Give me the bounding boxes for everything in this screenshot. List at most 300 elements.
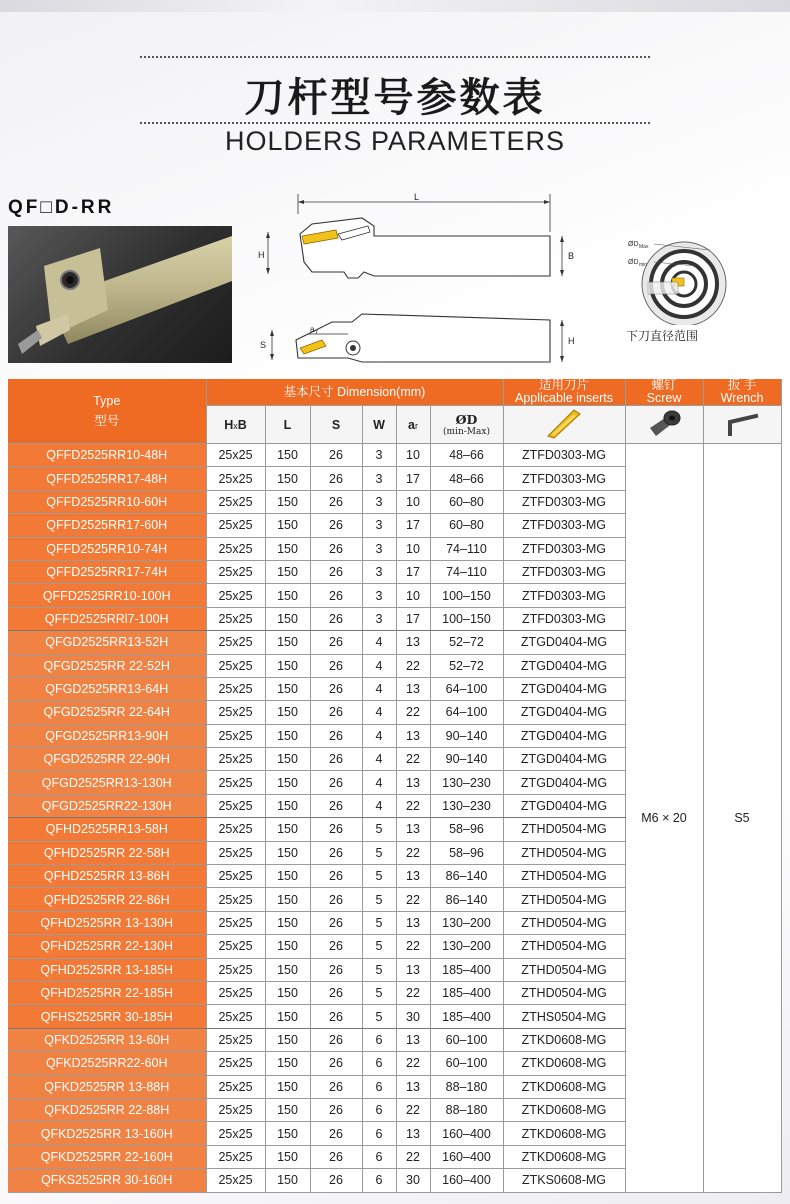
ar-cell: 22: [396, 1098, 430, 1121]
w-cell: 5: [362, 1005, 396, 1028]
hxb-cell: 25x25: [206, 841, 265, 864]
w-cell: 4: [362, 771, 396, 794]
ar-cell: 13: [396, 1122, 430, 1145]
l-cell: 150: [265, 865, 310, 888]
drawing-label-width: B: [568, 251, 575, 261]
wrench-value: S5: [703, 444, 781, 1193]
w-cell: 5: [362, 841, 396, 864]
range-label-dmin-sub: min: [639, 262, 648, 268]
l-cell: 150: [265, 584, 310, 607]
w-cell: 5: [362, 958, 396, 981]
insert-cell: ZTKD0608-MG: [503, 1028, 625, 1051]
ar-cell: 13: [396, 631, 430, 654]
s-cell: 26: [310, 1005, 362, 1028]
s-cell: 26: [310, 677, 362, 700]
drawing-label-height-side: H: [568, 336, 575, 346]
hxb-cell: 25x25: [206, 935, 265, 958]
d-cell: 64–100: [430, 701, 503, 724]
d-cell: 130–200: [430, 935, 503, 958]
insert-cell: ZTFD0303-MG: [503, 467, 625, 490]
type-cell: QFFD2525RR17-48H: [8, 467, 206, 490]
ar-cell: 17: [396, 560, 430, 583]
insert-cell: ZTKD0608-MG: [503, 1145, 625, 1168]
model-code: QF□D-RR: [8, 197, 115, 218]
s-cell: 26: [310, 771, 362, 794]
l-cell: 150: [265, 514, 310, 537]
insert-cell: ZTFD0303-MG: [503, 514, 625, 537]
s-cell: 26: [310, 794, 362, 817]
w-cell: 4: [362, 701, 396, 724]
s-cell: 26: [310, 865, 362, 888]
hxb-cell: 25x25: [206, 1145, 265, 1168]
l-cell: 150: [265, 794, 310, 817]
d-cell: 130–230: [430, 794, 503, 817]
type-cell: QFHD2525RR 13-185H: [8, 958, 206, 981]
d-cell: 64–100: [430, 677, 503, 700]
d-cell: 58–96: [430, 818, 503, 841]
s-cell: 26: [310, 467, 362, 490]
insert-cell: ZTFD0303-MG: [503, 584, 625, 607]
hxb-cell: 25x25: [206, 771, 265, 794]
ar-cell: 22: [396, 701, 430, 724]
col-ar: [396, 406, 430, 444]
col-l: L: [265, 406, 310, 444]
drawing-label-length: L: [414, 192, 420, 202]
ar-cell: 10: [396, 444, 430, 467]
hxb-cell: 25x25: [206, 654, 265, 677]
l-cell: 150: [265, 444, 310, 467]
w-cell: 6: [362, 1145, 396, 1168]
col-wrench-icon: [703, 406, 781, 444]
insert-cell: ZTHD0504-MG: [503, 865, 625, 888]
type-cell: QFGD2525RR 22-52H: [8, 654, 206, 677]
product-photo: [8, 226, 232, 363]
type-cell: QFKD2525RR 13-60H: [8, 1028, 206, 1051]
d-cell: 90–140: [430, 724, 503, 747]
ar-cell: 13: [396, 958, 430, 981]
d-cell: 86–140: [430, 865, 503, 888]
insert-cell: ZTHD0504-MG: [503, 818, 625, 841]
s-cell: 26: [310, 935, 362, 958]
insert-cell: ZTHD0504-MG: [503, 958, 625, 981]
d-cell: 160–400: [430, 1145, 503, 1168]
d-cell: 130–230: [430, 771, 503, 794]
l-cell: 150: [265, 677, 310, 700]
w-cell: 4: [362, 724, 396, 747]
d-cell: 52–72: [430, 654, 503, 677]
s-cell: 26: [310, 981, 362, 1004]
insert-cell: ZTFD0303-MG: [503, 560, 625, 583]
range-caption: 下刀直径范围: [626, 329, 699, 343]
col-hxb-b: B: [237, 417, 247, 432]
hxb-cell: 25x25: [206, 748, 265, 771]
type-cell: QFKD2525RR 22-160H: [8, 1145, 206, 1168]
w-cell: 5: [362, 981, 396, 1004]
col-ar-main: a: [408, 417, 415, 432]
s-cell: 26: [310, 1075, 362, 1098]
d-cell: 185–400: [430, 1005, 503, 1028]
l-cell: 150: [265, 560, 310, 583]
w-cell: 4: [362, 748, 396, 771]
col-w: W: [362, 406, 396, 444]
d-cell: 60–100: [430, 1028, 503, 1051]
w-cell: 5: [362, 818, 396, 841]
wrench-header: [703, 379, 781, 406]
type-cell: QFFD2525RR17-74H: [8, 560, 206, 583]
divider-top: [140, 56, 650, 58]
type-cell: QFKD2525RR22-60H: [8, 1052, 206, 1075]
d-cell: 48–66: [430, 467, 503, 490]
type-cell: QFFD2525RR10-60H: [8, 490, 206, 513]
type-cell: QFGD2525RR22-130H: [8, 794, 206, 817]
ar-cell: 22: [396, 981, 430, 1004]
hxb-cell: 25x25: [206, 981, 265, 1004]
type-cell: QFFD2525RRl7-100H: [8, 607, 206, 630]
type-cell: QFHD2525RR 22-185H: [8, 981, 206, 1004]
d-cell: 160–400: [430, 1122, 503, 1145]
type-cell: QFKD2525RR 22-88H: [8, 1098, 206, 1121]
ar-cell: 10: [396, 537, 430, 560]
s-cell: 26: [310, 1098, 362, 1121]
ar-cell: 17: [396, 514, 430, 537]
insert-cell: ZTGD0404-MG: [503, 654, 625, 677]
w-cell: 4: [362, 794, 396, 817]
w-cell: 3: [362, 584, 396, 607]
hxb-cell: 25x25: [206, 794, 265, 817]
page-title-cn: 刀杆型号参数表: [244, 75, 546, 121]
hxb-cell: 25x25: [206, 514, 265, 537]
type-cell: QFGD2525RR13-130H: [8, 771, 206, 794]
w-cell: 4: [362, 631, 396, 654]
s-cell: 26: [310, 1028, 362, 1051]
w-cell: 5: [362, 935, 396, 958]
insert-cell: ZTHD0504-MG: [503, 935, 625, 958]
diameter-range-diagram: [620, 230, 740, 325]
type-label-cn: 型号: [94, 414, 120, 428]
hxb-cell: 25x25: [206, 444, 265, 467]
ar-cell: 13: [396, 818, 430, 841]
w-cell: 3: [362, 560, 396, 583]
type-column-header: [8, 379, 206, 444]
type-cell: QFKD2525RR 13-88H: [8, 1075, 206, 1098]
w-cell: 3: [362, 537, 396, 560]
insert-label-en: Applicable inserts: [515, 391, 613, 405]
type-cell: QFHD2525RR 22-86H: [8, 888, 206, 911]
col-hxb-x: x: [233, 420, 238, 431]
hxb-cell: 25x25: [206, 724, 265, 747]
range-label-dmax: ØD: [628, 241, 639, 248]
type-cell: QFFD2525RR17-60H: [8, 514, 206, 537]
d-cell: 60–80: [430, 514, 503, 537]
w-cell: 4: [362, 677, 396, 700]
insert-cell: ZTHD0504-MG: [503, 911, 625, 934]
ar-cell: 13: [396, 677, 430, 700]
hxb-cell: 25x25: [206, 467, 265, 490]
d-cell: 90–140: [430, 748, 503, 771]
hxb-cell: 25x25: [206, 888, 265, 911]
type-cell: QFKS2525RR 30-160H: [8, 1169, 206, 1192]
hxb-cell: 25x25: [206, 911, 265, 934]
col-d: [430, 406, 503, 444]
d-cell: 185–400: [430, 958, 503, 981]
col-d-range: (min-Max): [443, 427, 490, 437]
col-s: S: [310, 406, 362, 444]
type-cell: QFHD2525RR 13-86H: [8, 865, 206, 888]
table-row: [8, 444, 781, 467]
d-cell: 130–200: [430, 911, 503, 934]
insert-cell: ZTGD0404-MG: [503, 748, 625, 771]
l-cell: 150: [265, 818, 310, 841]
insert-cell: ZTHD0504-MG: [503, 981, 625, 1004]
s-cell: 26: [310, 607, 362, 630]
hxb-cell: 25x25: [206, 631, 265, 654]
insert-cell: ZTHS0504-MG: [503, 1005, 625, 1028]
w-cell: 3: [362, 607, 396, 630]
page-title-en: HOLDERS PARAMETERS: [224, 126, 566, 156]
s-cell: 26: [310, 1122, 362, 1145]
w-cell: 6: [362, 1028, 396, 1051]
s-cell: 26: [310, 514, 362, 537]
col-hxb: [206, 406, 265, 444]
wrench-icon: [722, 408, 762, 438]
screw-header: [625, 379, 703, 406]
hxb-cell: 25x25: [206, 1075, 265, 1098]
l-cell: 150: [265, 841, 310, 864]
wrench-label-cn: 扳 手: [727, 379, 757, 392]
hxb-cell: 25x25: [206, 1098, 265, 1121]
insert-cell: ZTHD0504-MG: [503, 888, 625, 911]
hxb-cell: 25x25: [206, 958, 265, 981]
range-label-dmin: ØD: [628, 259, 639, 266]
ar-cell: 22: [396, 748, 430, 771]
screw-label-cn: 螺钉: [651, 379, 677, 392]
ar-cell: 13: [396, 1028, 430, 1051]
hxb-cell: 25x25: [206, 1028, 265, 1051]
type-cell: QFFD2525RR10-100H: [8, 584, 206, 607]
ar-cell: 30: [396, 1169, 430, 1192]
d-cell: 60–80: [430, 490, 503, 513]
hxb-cell: 25x25: [206, 560, 265, 583]
s-cell: 26: [310, 748, 362, 771]
l-cell: 150: [265, 1145, 310, 1168]
insert-header: [503, 379, 625, 406]
col-hxb-h: H: [224, 417, 234, 432]
w-cell: 3: [362, 490, 396, 513]
ar-cell: 22: [396, 935, 430, 958]
type-cell: QFKD2525RR 13-160H: [8, 1122, 206, 1145]
hxb-cell: 25x25: [206, 490, 265, 513]
insert-cell: ZTKD0608-MG: [503, 1052, 625, 1075]
type-cell: QFHD2525RR13-58H: [8, 818, 206, 841]
drawing-label-depth-sub: r: [316, 330, 318, 336]
type-cell: QFFD2525RR10-48H: [8, 444, 206, 467]
l-cell: 150: [265, 654, 310, 677]
d-cell: 100–150: [430, 584, 503, 607]
ar-cell: 13: [396, 865, 430, 888]
l-cell: 150: [265, 1075, 310, 1098]
insert-icon: [544, 406, 584, 440]
w-cell: 3: [362, 467, 396, 490]
s-cell: 26: [310, 1052, 362, 1075]
ar-cell: 17: [396, 467, 430, 490]
ar-cell: 22: [396, 1052, 430, 1075]
col-screw-icon: [625, 406, 703, 444]
hxb-cell: 25x25: [206, 1169, 265, 1192]
d-cell: 185–400: [430, 981, 503, 1004]
l-cell: 150: [265, 911, 310, 934]
screw-icon: [644, 408, 684, 438]
insert-cell: ZTGD0404-MG: [503, 724, 625, 747]
type-cell: QFGD2525RR13-90H: [8, 724, 206, 747]
insert-cell: ZTKD0608-MG: [503, 1122, 625, 1145]
hxb-cell: 25x25: [206, 1005, 265, 1028]
d-cell: 48–66: [430, 444, 503, 467]
s-cell: 26: [310, 631, 362, 654]
w-cell: 3: [362, 514, 396, 537]
insert-cell: ZTHD0504-MG: [503, 841, 625, 864]
insert-cell: ZTKD0608-MG: [503, 1075, 625, 1098]
divider-middle: [140, 122, 650, 124]
hxb-cell: 25x25: [206, 818, 265, 841]
ar-cell: 13: [396, 771, 430, 794]
s-cell: 26: [310, 701, 362, 724]
d-cell: 74–110: [430, 537, 503, 560]
d-cell: 58–96: [430, 841, 503, 864]
range-label-dmax-sub: Max: [639, 244, 649, 250]
l-cell: 150: [265, 724, 310, 747]
d-cell: 86–140: [430, 888, 503, 911]
l-cell: 150: [265, 1098, 310, 1121]
type-cell: QFHS2525RR 30-185H: [8, 1005, 206, 1028]
hxb-cell: 25x25: [206, 1122, 265, 1145]
hxb-cell: 25x25: [206, 701, 265, 724]
w-cell: 6: [362, 1052, 396, 1075]
type-cell: QFGD2525RR13-52H: [8, 631, 206, 654]
s-cell: 26: [310, 818, 362, 841]
s-cell: 26: [310, 1145, 362, 1168]
ar-cell: 17: [396, 607, 430, 630]
d-cell: 100–150: [430, 607, 503, 630]
s-cell: 26: [310, 841, 362, 864]
insert-cell: ZTKS0608-MG: [503, 1169, 625, 1192]
insert-cell: ZTGD0404-MG: [503, 794, 625, 817]
dimension-header: 基本尺寸 Dimension(mm): [206, 379, 503, 406]
type-cell: QFGD2525RR13-64H: [8, 677, 206, 700]
s-cell: 26: [310, 1169, 362, 1192]
l-cell: 150: [265, 748, 310, 771]
s-cell: 26: [310, 958, 362, 981]
ar-cell: 30: [396, 1005, 430, 1028]
l-cell: 150: [265, 537, 310, 560]
s-cell: 26: [310, 560, 362, 583]
insert-cell: ZTFD0303-MG: [503, 537, 625, 560]
type-label-en: Type: [93, 394, 121, 408]
w-cell: 5: [362, 911, 396, 934]
parameters-table: [8, 379, 782, 1193]
s-cell: 26: [310, 490, 362, 513]
hxb-cell: 25x25: [206, 584, 265, 607]
s-cell: 26: [310, 444, 362, 467]
insert-cell: ZTGD0404-MG: [503, 771, 625, 794]
drawing-label-depth: a: [310, 325, 315, 334]
l-cell: 150: [265, 1122, 310, 1145]
s-cell: 26: [310, 537, 362, 560]
ar-cell: 22: [396, 654, 430, 677]
insert-cell: ZTFD0303-MG: [503, 490, 625, 513]
w-cell: 6: [362, 1169, 396, 1192]
col-insert-icon: [503, 406, 625, 444]
w-cell: 6: [362, 1122, 396, 1145]
l-cell: 150: [265, 631, 310, 654]
screw-value: M6 × 20: [625, 444, 703, 1193]
type-cell: QFGD2525RR 22-64H: [8, 701, 206, 724]
ar-cell: 13: [396, 911, 430, 934]
w-cell: 4: [362, 654, 396, 677]
l-cell: 150: [265, 1169, 310, 1192]
drawing-label-height-top: H: [258, 250, 265, 260]
d-cell: 74–110: [430, 560, 503, 583]
d-cell: 88–180: [430, 1098, 503, 1121]
holder-drawing: [252, 188, 592, 368]
l-cell: 150: [265, 701, 310, 724]
s-cell: 26: [310, 888, 362, 911]
insert-cell: ZTFD0303-MG: [503, 444, 625, 467]
ar-cell: 22: [396, 1145, 430, 1168]
s-cell: 26: [310, 584, 362, 607]
l-cell: 150: [265, 981, 310, 1004]
ar-cell: 13: [396, 724, 430, 747]
w-cell: 5: [362, 865, 396, 888]
wrench-label-en: Wrench: [720, 391, 764, 405]
l-cell: 150: [265, 935, 310, 958]
w-cell: 6: [362, 1075, 396, 1098]
insert-cell: ZTGD0404-MG: [503, 677, 625, 700]
type-cell: QFHD2525RR 22-130H: [8, 935, 206, 958]
hxb-cell: 25x25: [206, 677, 265, 700]
w-cell: 6: [362, 1098, 396, 1121]
d-cell: 88–180: [430, 1075, 503, 1098]
l-cell: 150: [265, 1005, 310, 1028]
d-cell: 52–72: [430, 631, 503, 654]
drawing-label-side: S: [260, 340, 267, 350]
l-cell: 150: [265, 490, 310, 513]
l-cell: 150: [265, 958, 310, 981]
ar-cell: 13: [396, 1075, 430, 1098]
insert-cell: ZTKD0608-MG: [503, 1098, 625, 1121]
s-cell: 26: [310, 654, 362, 677]
l-cell: 150: [265, 607, 310, 630]
s-cell: 26: [310, 911, 362, 934]
l-cell: 150: [265, 771, 310, 794]
ar-cell: 22: [396, 888, 430, 911]
hxb-cell: 25x25: [206, 537, 265, 560]
insert-cell: ZTGD0404-MG: [503, 701, 625, 724]
insert-cell: ZTGD0404-MG: [503, 631, 625, 654]
type-cell: QFFD2525RR10-74H: [8, 537, 206, 560]
s-cell: 26: [310, 724, 362, 747]
type-cell: QFGD2525RR 22-90H: [8, 748, 206, 771]
ar-cell: 10: [396, 490, 430, 513]
l-cell: 150: [265, 888, 310, 911]
l-cell: 150: [265, 1028, 310, 1051]
w-cell: 5: [362, 888, 396, 911]
d-cell: 60–100: [430, 1052, 503, 1075]
ar-cell: 22: [396, 794, 430, 817]
hxb-cell: 25x25: [206, 865, 265, 888]
col-ar-sub: r: [414, 420, 418, 431]
hxb-cell: 25x25: [206, 607, 265, 630]
w-cell: 3: [362, 444, 396, 467]
